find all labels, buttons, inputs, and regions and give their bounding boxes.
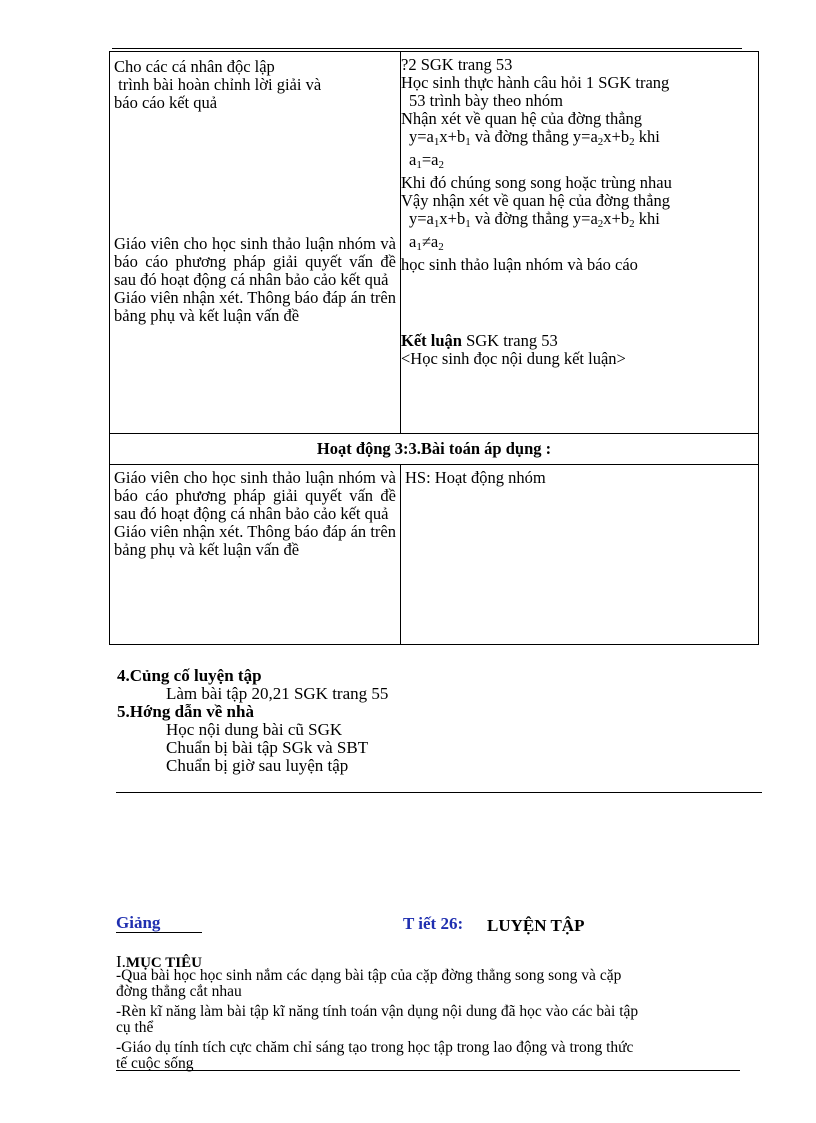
teacher-act3-text: Giáo viên cho học sinh thảo luận nhóm và báo cáo phương pháp giải quyết vấn đề sau đó hoạt động cá nhân bảo cảo kết quả Giáo viên nhận xét. Thông báo đáp án trên bảng phụ và kết luận vấn đề	[114, 468, 396, 559]
objective-line: đờng thẳng cắt nhau	[116, 983, 242, 1000]
objective-line: -Rèn kĩ năng làm bài tập kĩ năng tính toán vận dụng nội dung đã học vào các bài tập	[116, 1003, 639, 1020]
objectives-heading: I.MỤC TIÊU	[116, 952, 202, 971]
equation-2: $y=a_1x+b_1$ và đờng thẳng $y=a_2x+b_2$ khi	[409, 209, 660, 230]
objective-line: cụ thể	[116, 1019, 154, 1036]
activity-3-title: Hoạt động 3:3.Bài toán áp dụng :	[110, 434, 759, 465]
read-conclusion: <Học sinh đọc nội dung kết luận>	[401, 349, 626, 368]
teacher-text-1: Cho các cá nhân độc lập	[114, 57, 275, 76]
conclusion-text: Kết luận SGK trang 53	[401, 331, 558, 350]
practice-text: Học sinh thực hành câu hỏi 1 SGK trang	[401, 73, 670, 92]
section-5-item-1: Học nội dung bài cũ SGK	[166, 720, 343, 739]
student-column-act3	[401, 465, 759, 645]
bottom-rule	[116, 1070, 740, 1071]
teacher-text-3: báo cáo kết quả	[114, 93, 218, 112]
student-act3-text: HS: Hoạt động nhóm	[405, 468, 546, 487]
section-5-item-2: Chuẩn bị bài tập SGk và SBT	[166, 738, 369, 757]
section-5-title: 5.Hớng dẫn về nhà	[117, 702, 254, 721]
remark-1: Nhận xét về quan hệ của đờng thẳng	[401, 109, 643, 128]
practice-text-2: 53 trình bày theo nhóm	[409, 91, 563, 110]
lesson-title: LUYỆN TẬP	[487, 916, 585, 935]
condition-2: $a_1\ne a_2$	[409, 232, 444, 253]
section-4-title: 4.Củng cố luyện tập	[117, 666, 262, 685]
discuss-text: học sinh thảo luận nhóm và báo cáo	[401, 255, 638, 274]
equation-1: $y=a_1x+b_1$ và đờng thẳng $y=a_2x+b_2$ khi	[409, 127, 660, 148]
teacher-text-4: Giáo viên cho học sinh thảo luận nhóm và báo cáo phương pháp giải quyết vấn đề sau đó hoạt động cá nhân bảo cảo kết quả Giáo viên nhận xét. Thông báo đáp án trên bảng phụ và kết luận vấn đề	[114, 234, 396, 325]
objective-line: -Giáo dụ tính tích cực chăm chỉ sáng tạo trong học tập trong lao động và trong thức	[116, 1039, 634, 1056]
top-rule	[112, 48, 742, 49]
teacher-column	[110, 52, 401, 434]
q2-text: ?2 SGK trang 53	[401, 55, 513, 74]
lesson-number: T iết 26:	[403, 914, 464, 933]
lesson-table	[109, 51, 759, 645]
section-5-item-3: Chuẩn bị giờ sau luyện tập	[166, 756, 349, 775]
student-column	[401, 52, 759, 434]
giang-label: Giảng	[116, 914, 202, 933]
objective-line: -Qua bài học học sinh nắm các dạng bài tập của cặp đờng thẳng song song và cặp	[116, 967, 622, 984]
remark-2: Vậy nhận xét về quan hệ của đờng thẳng	[401, 191, 670, 210]
parallel-text: Khi đó chúng song song hoặc trùng nhau	[401, 173, 672, 192]
condition-1: $a_1=a_2$	[409, 150, 444, 171]
objective-line: tế cuộc sống	[116, 1055, 194, 1072]
objectives-list	[116, 968, 766, 1072]
teacher-column-act3	[110, 465, 401, 645]
section-rule	[116, 792, 762, 793]
teacher-text-2: trình bài hoàn chỉnh lời giải và	[114, 75, 322, 94]
section-4-item: Làm bài tập 20,21 SGK trang 55	[166, 684, 389, 703]
